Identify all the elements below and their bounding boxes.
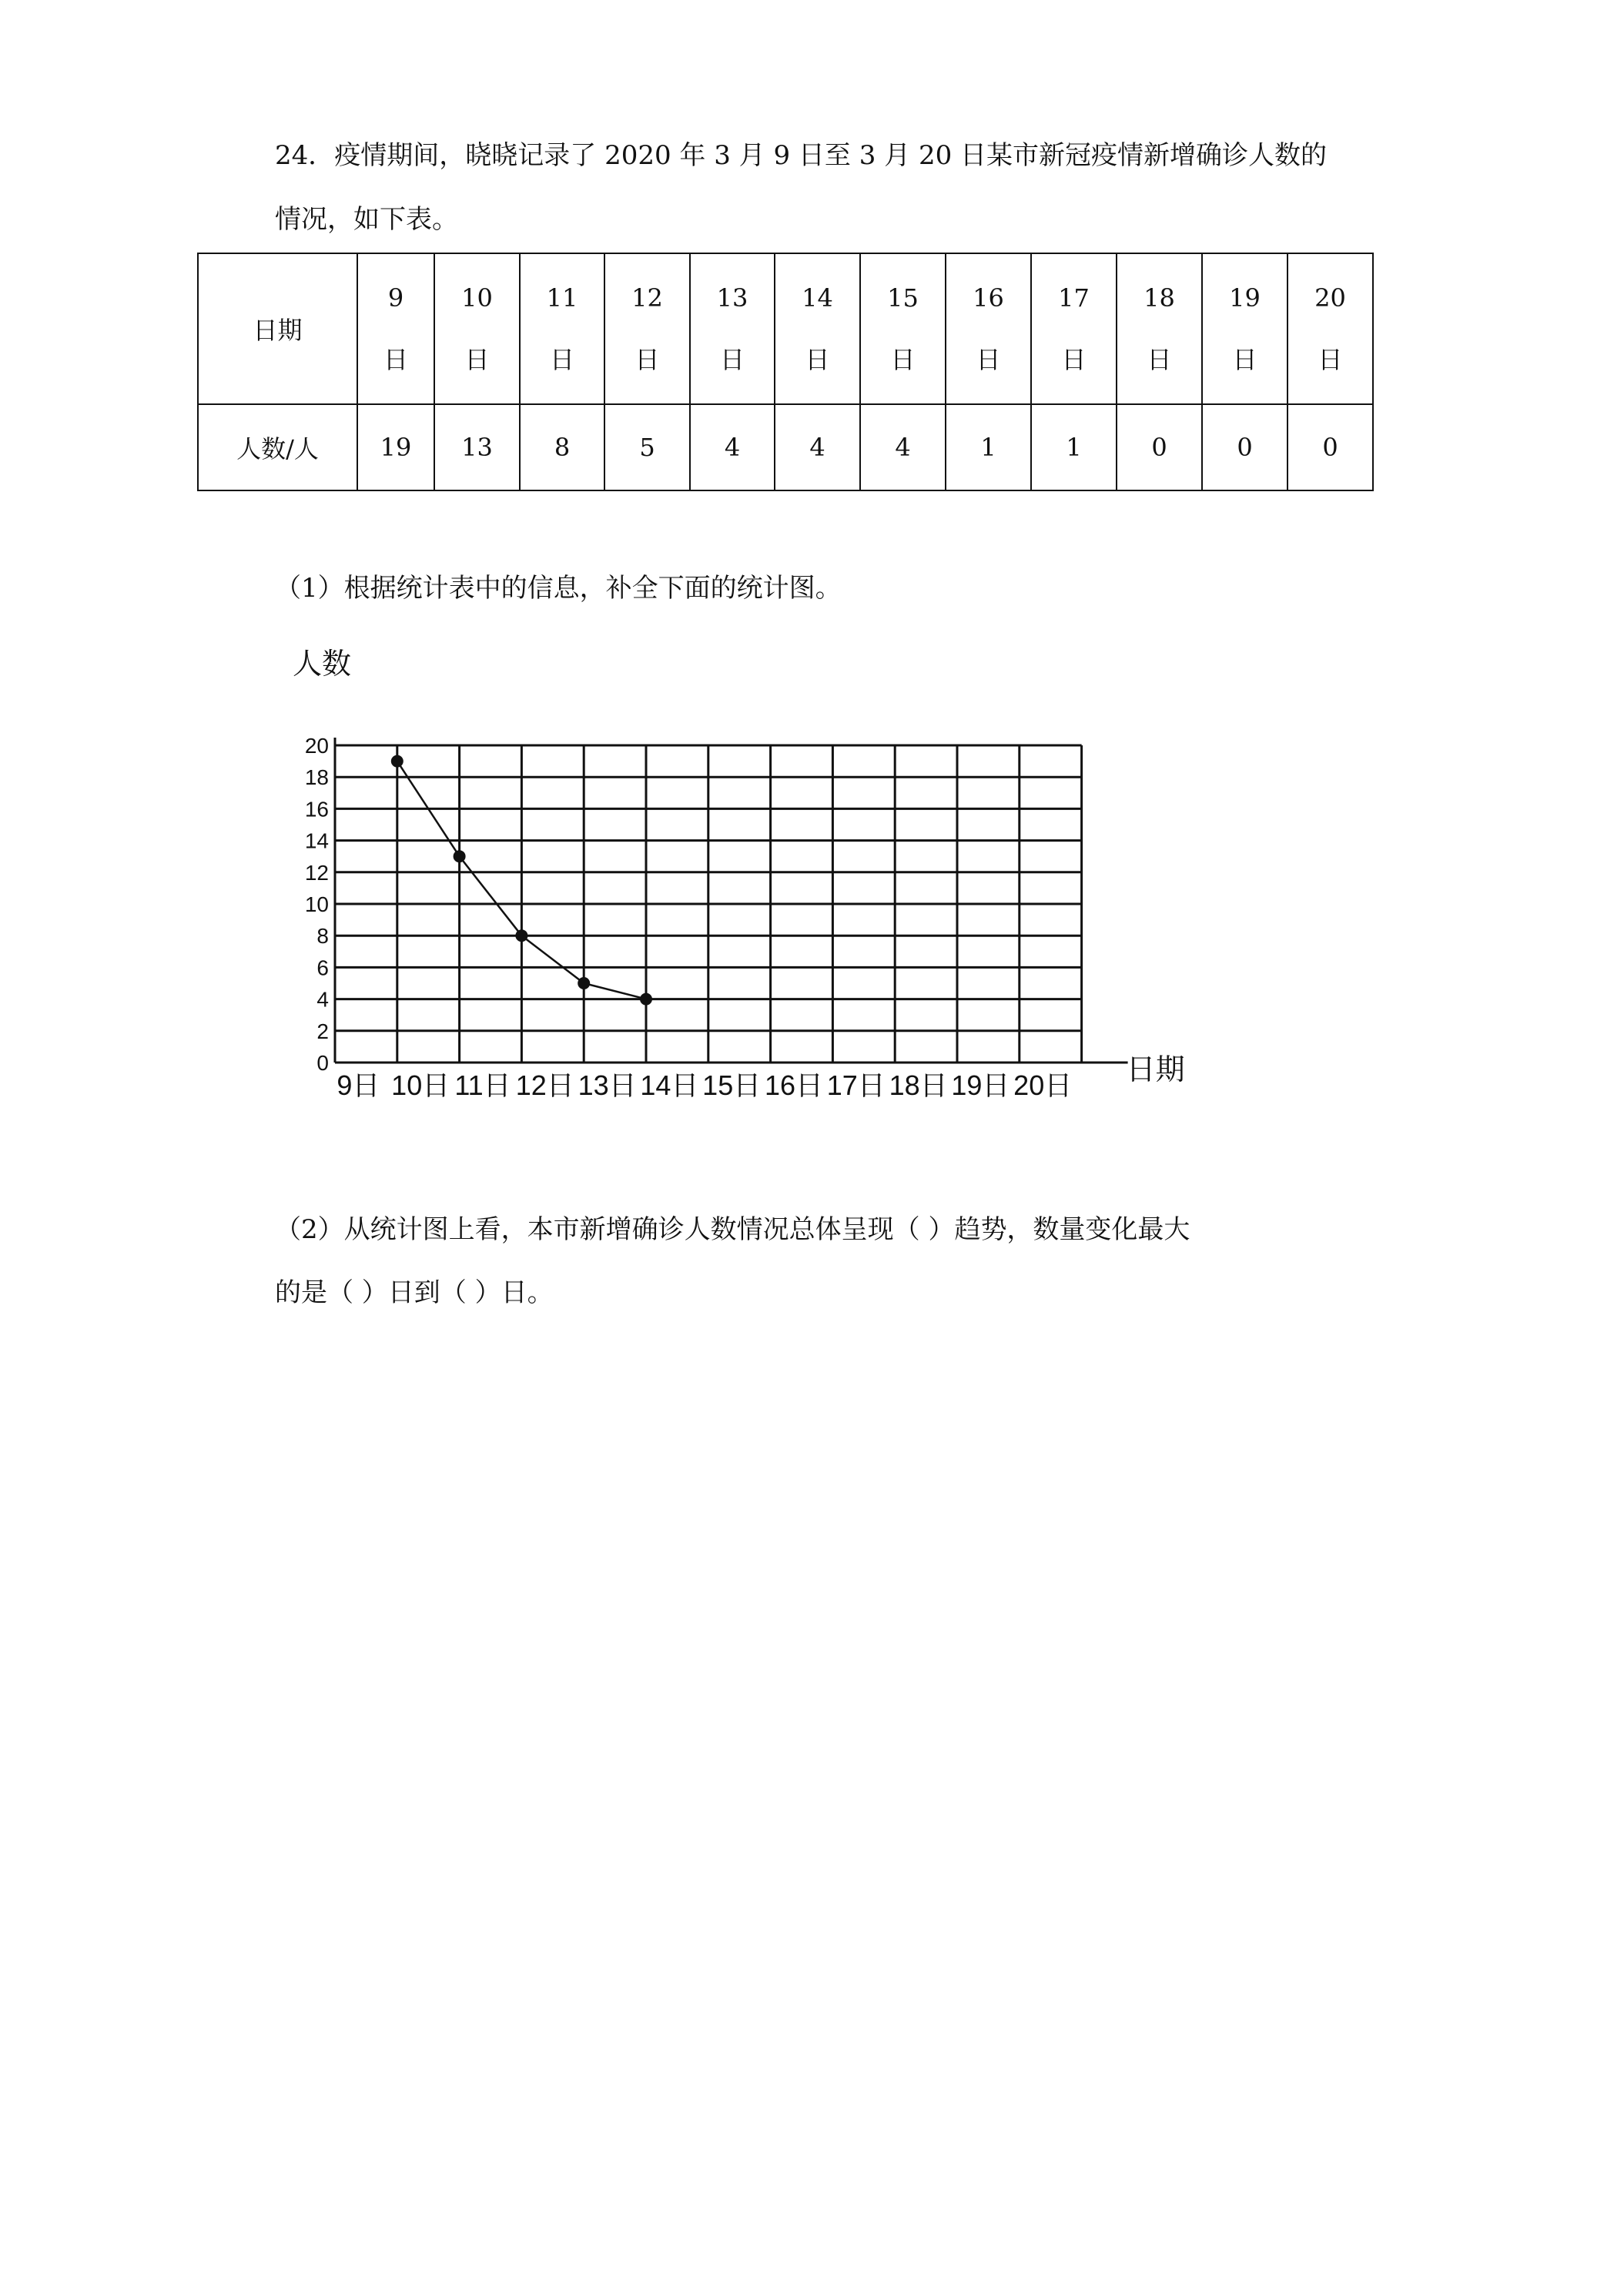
date-cell (775, 253, 860, 404)
part1-instruction: （1）根据统计表中的信息，补全下面的统计图。 (275, 573, 842, 604)
date-number: 14 (802, 283, 833, 313)
date-suffix: 日 (1147, 345, 1172, 374)
date-suffix: 日 (890, 345, 916, 374)
data-point (578, 977, 590, 989)
x-tick-label: 14日 (640, 1069, 699, 1101)
y-tick-label: 6 (316, 956, 329, 980)
date-number: 11 (546, 283, 578, 313)
count-cell: 19 (357, 404, 434, 490)
x-tick-label: 13日 (578, 1069, 637, 1101)
count-cell: 1 (1031, 404, 1117, 490)
date-cell (690, 253, 775, 404)
date-number: 12 (631, 283, 663, 313)
y-tick-label: 18 (304, 765, 329, 790)
table-row-counts (198, 404, 1373, 490)
y-tick-label: 4 (316, 987, 329, 1012)
count-cell: 4 (690, 404, 775, 490)
date-suffix: 日 (383, 345, 408, 374)
date-suffix: 日 (549, 345, 574, 374)
x-tick-label: 9日 (337, 1069, 380, 1101)
date-number: 17 (1058, 283, 1090, 313)
date-number: 13 (716, 283, 748, 313)
date-cell (434, 253, 520, 404)
date-suffix: 日 (976, 345, 1001, 374)
y-tick-label: 2 (316, 1019, 329, 1043)
part2-question-line2: 的是（ ）日到（ ）日。 (275, 1277, 554, 1308)
date-number: 16 (973, 283, 1004, 313)
data-point (515, 929, 527, 942)
y-tick-label: 12 (304, 860, 329, 885)
count-cell: 1 (946, 404, 1031, 490)
date-number: 19 (1229, 283, 1261, 313)
date-suffix: 日 (805, 345, 830, 374)
x-tick-label: 10日 (391, 1069, 450, 1101)
y-tick-label: 0 (316, 1051, 329, 1075)
x-tick-label: 12日 (515, 1069, 574, 1101)
count-cell: 0 (1202, 404, 1287, 490)
date-suffix: 日 (1232, 345, 1257, 374)
date-number: 9 (387, 283, 404, 313)
count-cell: 4 (775, 404, 860, 490)
date-cell (604, 253, 690, 404)
table-row-dates (198, 253, 1373, 404)
data-table (197, 253, 1374, 491)
date-number: 15 (887, 283, 919, 313)
question-text-line2: 情况，如下表。 (275, 204, 458, 235)
x-tick-label: 11日 (454, 1069, 511, 1101)
date-cell (946, 253, 1031, 404)
x-tick-label: 18日 (889, 1069, 948, 1101)
date-suffix: 日 (719, 345, 745, 374)
count-cell: 13 (434, 404, 520, 490)
x-tick-label: 19日 (951, 1069, 1010, 1101)
date-number: 10 (461, 283, 493, 313)
data-point (454, 850, 466, 862)
y-axis-title: 人数 (293, 647, 352, 681)
y-tick-label: 20 (304, 734, 329, 758)
date-cell (520, 253, 604, 404)
x-tick-label: 20日 (1013, 1069, 1073, 1101)
count-cell: 0 (1117, 404, 1202, 490)
date-cell (1031, 253, 1117, 404)
part2-question-line1: （2）从统计图上看，本市新增确诊人数情况总体呈现（ ）趋势，数量变化最大 (275, 1214, 1190, 1245)
date-suffix: 日 (1318, 345, 1343, 374)
date-cell (1287, 253, 1373, 404)
x-axis-title: 日期 (1126, 1053, 1185, 1086)
date-cell (860, 253, 946, 404)
x-tick-label: 16日 (764, 1069, 824, 1101)
count-cell: 4 (860, 404, 946, 490)
y-tick-label: 16 (304, 797, 329, 822)
y-tick-label: 8 (316, 924, 329, 949)
date-suffix: 日 (464, 345, 490, 374)
date-suffix: 日 (635, 345, 660, 374)
count-cell: 0 (1287, 404, 1373, 490)
data-point (640, 993, 652, 1006)
y-tick-label: 14 (304, 828, 329, 853)
x-tick-label: 17日 (826, 1069, 886, 1101)
date-cell (1202, 253, 1287, 404)
row-header-date: 日期 (198, 253, 357, 404)
x-tick-label: 15日 (702, 1069, 762, 1101)
data-point (391, 755, 403, 768)
date-suffix: 日 (1061, 345, 1087, 374)
question-text-line1: 24．疫情期间，晓晓记录了 2020 年 3 月 9 日至 3 月 20 日某市新冠疫情新增确诊人数的 (275, 140, 1328, 171)
date-number: 20 (1314, 283, 1346, 313)
count-cell: 5 (604, 404, 690, 490)
line-chart (277, 639, 1232, 1116)
count-cell: 8 (520, 404, 604, 490)
date-number: 18 (1143, 283, 1175, 313)
date-cell (357, 253, 434, 404)
y-tick-label: 10 (304, 892, 329, 916)
row-header-count: 人数/人 (198, 404, 357, 490)
date-cell (1117, 253, 1202, 404)
